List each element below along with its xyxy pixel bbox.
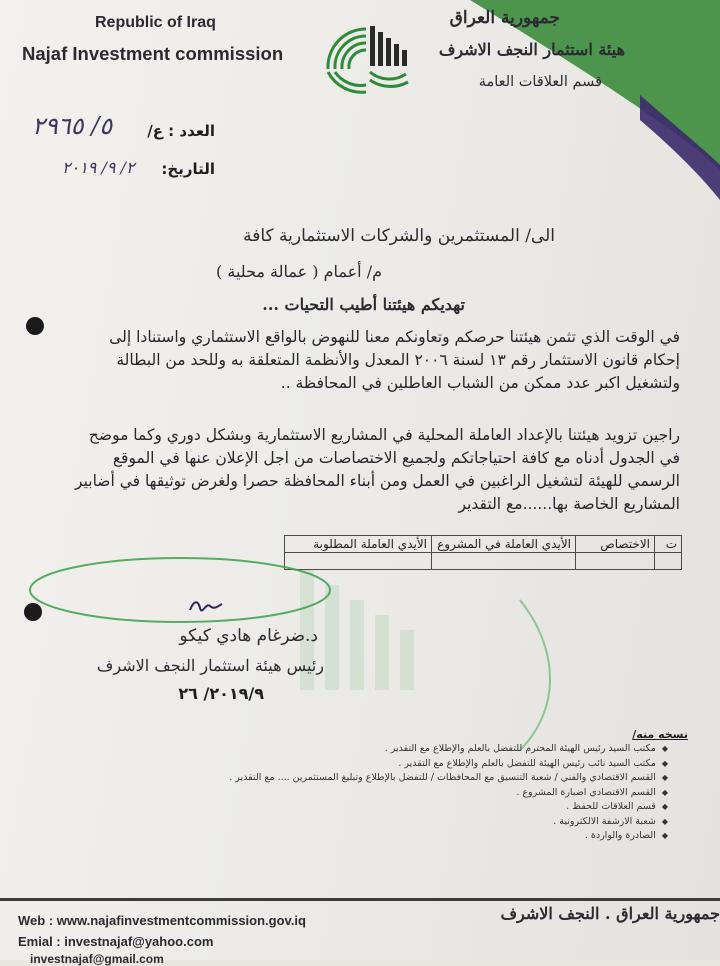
table-header-required-workers: الأيدي العاملة المطلوبة [285,536,432,553]
reference-number-label: العدد : ع/ [147,122,215,140]
footer-email: Emial : investnajaf@yahoo.com [18,934,214,949]
paragraph-2-line: المشاريع الخاصة بها......مع التقدير [458,495,680,513]
footer-website: Web : www.najafinvestmentcommission.gov.iq [18,913,306,928]
greeting-line: تهديكم هيئتنا أطيب التحيات ... [262,295,465,314]
signatory-title: رئيس هيئة استثمار النجف الاشرف [96,656,324,675]
cc-item: ◆ مكتب السيد نائب رئيس الهيئة للتفضل بالعلم والإطلاع مع التقدير . [68,757,668,772]
paragraph-1-line: ولتشغيل اكبر عدد ممكن من الشباب العاطلين في المحافظة .. [280,374,680,392]
header-commission-en: Najaf Investment commission [22,43,284,64]
recipient-line: الى/ المستثمرين والشركات الاستثمارية كافة [243,226,555,246]
cc-item: ◆ شعبة الارشفة الالكترونية . [68,815,668,830]
filing-hole-top [26,317,44,335]
stamp-watermark [0,540,720,760]
header-commission-ar: هيئة استثمار النجف الاشرف [438,40,625,59]
cc-list [68,742,668,844]
cc-item: ◆ القسم الاقتصادي والفني / شعبة التنسيق مع المحافظات / للتفضل بالإطلاع وتبليغ المستثمرين .... مع التقدير . [68,771,668,786]
signatory-name: د.ضرغام هادي كيكو [179,626,318,646]
cc-label: نسخه منه/ [632,728,688,741]
paragraph-1 [48,326,680,395]
reference-date-value: ٢/ ٩/ ٢٠١٩ [62,158,135,177]
subject-line: م/ أعمام ( عمالة محلية ) [216,262,382,281]
footer-divider [0,898,720,901]
table-header-specialty: الاختصاص [576,536,655,553]
footer-email-secondary: investnajaf@gmail.com [30,952,164,966]
cc-item: ◆ الصادرة والواردة . [68,829,668,844]
table-header-current-workers: الأيدي العاملة في المشروع [432,536,576,553]
table-header-index: ت [655,536,682,553]
cc-item: ◆ القسم الاقتصادي اضبارة المشروع . [68,786,668,801]
paragraph-2-line: الرسمي للهيئة لتشغيل الراغبين في العمل ومن أبناء المحافظة حصرا ولغرض توثيقها في أضابير [75,472,680,490]
cc-item: ◆ مكتب السيد رئيس الهيئة المحترم للتفضل بالعلم والإطلاع مع التقدير . [68,742,668,757]
cc-item: ◆ قسم العلاقات للحفظ . [68,800,668,815]
signature-scribble [186,596,226,618]
paragraph-2-line: راجين تزويد هيئتنا بالإعداد العاملة المحلية في المشاريع الاستثمارية وبشكل دوري وكما موضح [88,426,680,444]
header-country-ar: جمهورية العراق [449,8,560,28]
paragraph-2-line: في الجدول أدناه مع كافة احتياجاتكم ولجميع الاختصاصات من اجل الإعلان عنها في الموقع [112,449,680,467]
reference-number-handwritten: ٥/ ٢٩٦٥ [32,112,113,140]
footer-address-ar: جمهورية العراق . النجف الاشرف [500,904,720,923]
header-department-ar: قسم العلاقات العامة [478,74,602,90]
paragraph-1-line: إحكام قانون الاستثمار رقم ١٣ لسنة ٢٠٠٦ المعدل والأنظمة المتعلقة به وللحد من البطالة [116,351,680,369]
paragraph-1-line: في الوقت الذي تثمن هيئتنا حرصكم وتعاونكم معنا للنهوض بالواقع الاستثماري واستنادا إلى [109,328,680,346]
paragraph-2 [48,424,680,516]
header-country-en: Republic of Iraq [95,14,216,31]
reference-date-label: التاريخ: [161,160,215,178]
signature-date: ٢٠١٩/٩/ ٢٦ [178,684,264,703]
